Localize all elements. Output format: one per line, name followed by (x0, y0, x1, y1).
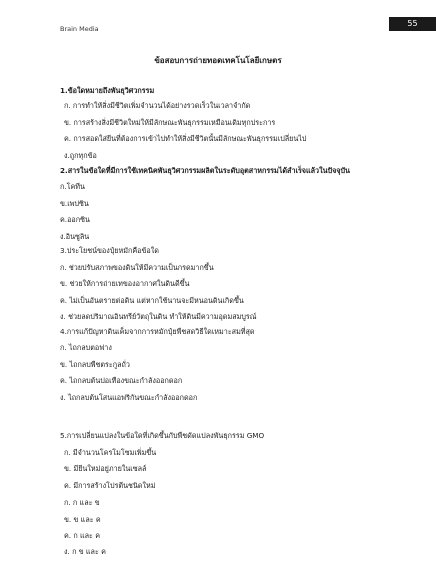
question-2: 2.สารในข้อใดที่มีการใช้เทคนิคพันธุวิศวกรรมผลิตในระดับอุตสาหกรรมได้สำเร็จแล้วในปัจจุบัน (60, 166, 350, 175)
question-5-choice-1: ก. มีจำนวนโครโมโซมเพิ่มขึ้น (64, 448, 157, 457)
question-2-option-c: ค.ออกซิน (60, 215, 90, 224)
question-5-option-d: ง. ก ข และ ค (64, 547, 106, 556)
question-1: 1.ข้อใดหมายถึงพันธุวิศวกรรม (60, 86, 155, 95)
question-1-option-b: ข. การสร้างสิ่งมีชีวิตใหม่ให้มีลักษณะพันธุกรรมเหมือนเดิมทุกประการ (64, 118, 276, 127)
question-4-option-c: ค. ไถกลบต้นปอเทืองขณะกำลังออกดอก (60, 376, 183, 385)
question-1-option-c: ค. การสอดใส่ยีนที่ต้องการเข้าไปทำให้สิ่งมีชีวิตนั้นมีลักษณะพันธุกรรมเปลี่ยนไป (64, 134, 307, 143)
question-1-option-d: ง.ถูกทุกข้อ (64, 151, 97, 160)
question-3-option-b: ข. ช่วยให้การถ่ายเทของอากาศในดินดีขึ้น (60, 279, 190, 288)
question-3-option-a: ก. ช่วยปรับสภาพของดินให้มีความเป็นกรดมากขึ้น (60, 263, 214, 272)
question-3-option-d: ง. ช่วยลดปริมาณอินทรีย์วัตถุในดิน ทำให้ดินมีความอุดมสมบูรณ์ (60, 312, 257, 321)
question-5-choice-2: ข. มียีนใหม่อยู่ภายในเซลล์ (64, 464, 147, 473)
question-2-option-a: ก.โคทีน (60, 182, 85, 191)
question-4-option-b: ข. ไถกลบพืชตระกูลถั่ว (60, 360, 130, 369)
question-5-option-b: ข. ข และ ค (64, 515, 101, 524)
question-3: 3.ประโยชน์ของปุ๋ยหมักคือข้อใด (60, 246, 159, 255)
document-title: ข้อสอบการถ่ายทอดเทคโนโลยีเกษตร (154, 56, 282, 65)
question-1-option-a: ก. การทำให้สิ่งมีชีวิตเพิ่มจำนวนได้อย่างรวดเร็วในเวลาจำกัด (64, 101, 251, 110)
question-5: 5.การเปลี่ยนแปลงในข้อใดที่เกิดขึ้นกับพืชดัดแปลงพันธุกรรม GMO (60, 431, 265, 440)
question-5-option-a: ก. ก และ ข (64, 498, 100, 507)
question-2-option-d: ง.อินซูลิน (60, 232, 90, 241)
question-3-option-c: ค. ไม่เป็นอันตรายต่อดิน แต่หากใช้นานจะมีหนอนดินเกิดขึ้น (60, 296, 244, 305)
brand-name: Brain Media (60, 25, 99, 33)
question-4: 4.การแก้ปัญหาดินเค็มจากการหมักปุ๋ยพืชสดวิธีใดเหมาะสมที่สุด (60, 327, 255, 336)
question-5-option-c: ค. ก และ ค (64, 531, 101, 540)
question-2-option-b: ข.เพปซิน (60, 199, 89, 208)
question-4-option-d: ง. ไถกลบต้นโสนแอฟริกันขณะกำลังออกดอก (60, 393, 198, 402)
question-5-choice-3: ค. มีการสร้างโปรตีนชนิดใหม่ (64, 481, 156, 490)
question-4-option-a: ก. ไถกลบตอฟาง (60, 343, 112, 352)
page-number-badge: 55 (389, 17, 436, 31)
